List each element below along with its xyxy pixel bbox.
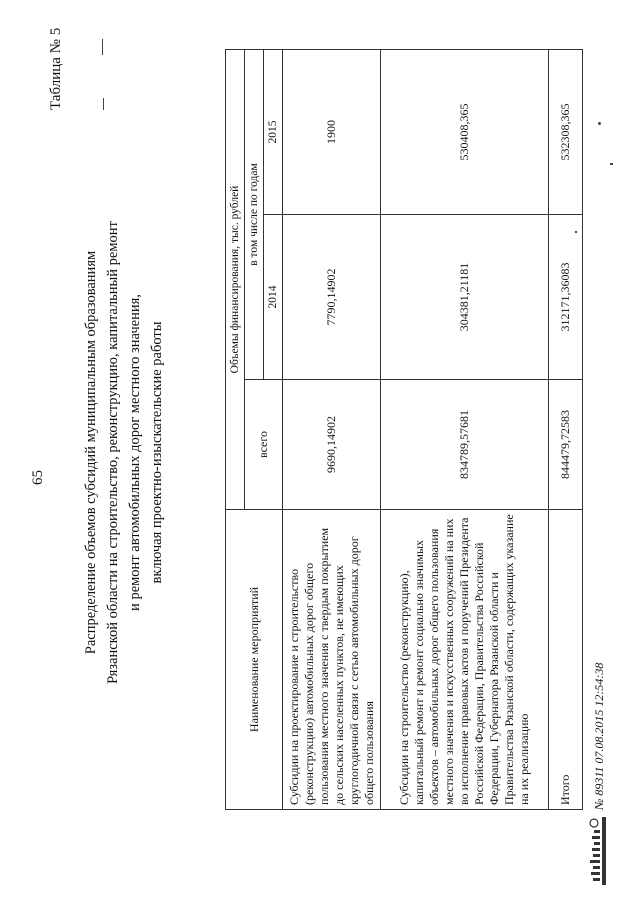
scan-mark	[598, 122, 601, 125]
row-2015: 1900	[283, 50, 381, 215]
row-name: Субсидии на проектирование и строительство (реконструкцию) автомобильных дорог общего пользования местного значения с твердым покрытием до сельских населенных пунктов, не имеющих круглогодичной связи с сетью автомобильных дорог общего пользования	[283, 510, 381, 810]
page-number: 65	[30, 470, 46, 485]
scan-mark	[575, 231, 577, 233]
scan-mark	[610, 163, 613, 165]
row-2015: 532308,365	[549, 50, 583, 215]
row-2015: 530408,365	[381, 50, 549, 215]
row-total: 844479,72583	[549, 380, 583, 510]
title-line: Распределение объемов субсидий муниципальным образованиям	[83, 250, 99, 655]
row-name: Субсидии на строительство (реконструкцию), капитальный ремонт и ремонт социально значимых объектов – автомобильных дорог общего пользования местного значения и искусственных сооружений на них во исполнение правовых актов и поручений Президента Российской Федерации, Правительства Российской Федерации, Губернатора Рязанской области и Правительства Рязанской области, содержащих указание на их реализацию	[381, 510, 549, 810]
document-title	[80, 160, 168, 745]
table-row	[381, 50, 549, 810]
header-year: 2014	[264, 215, 283, 380]
title-line: включая проектно-изыскательские работы	[149, 321, 165, 584]
title-line: и ремонт автомобильных дорог местного значения,	[127, 294, 143, 611]
title-line: Рязанской области на строительство, реконструкцию, капитальный ремонт	[105, 221, 121, 684]
header-by-years: в том числе по годам	[245, 50, 264, 380]
row-2014: 312171,36083	[549, 215, 583, 380]
header-year: 2015	[264, 50, 283, 215]
funding-table	[225, 49, 583, 810]
header-total: всего	[245, 380, 283, 510]
registration-stamp: № 89311 07.08.2015 12:54:38	[592, 662, 606, 810]
table-row	[549, 50, 583, 810]
header-name: Наименование мероприятий	[226, 510, 283, 810]
registration-stamp-emblem	[588, 817, 610, 885]
header-row	[226, 50, 245, 810]
row-total: 9690,14902	[283, 380, 381, 510]
row-2014: 7790,14902	[283, 215, 381, 380]
row-name: Итого	[549, 510, 583, 810]
header-funding: Объемы финансирования, тыс. рублей	[226, 50, 245, 510]
table-label: Таблица № 5	[48, 27, 64, 110]
scan-mark	[102, 39, 103, 55]
scan-mark	[103, 98, 104, 110]
row-total: 834789,57681	[381, 380, 549, 510]
table-row	[283, 50, 381, 810]
row-2014: 304381,21181	[381, 215, 549, 380]
